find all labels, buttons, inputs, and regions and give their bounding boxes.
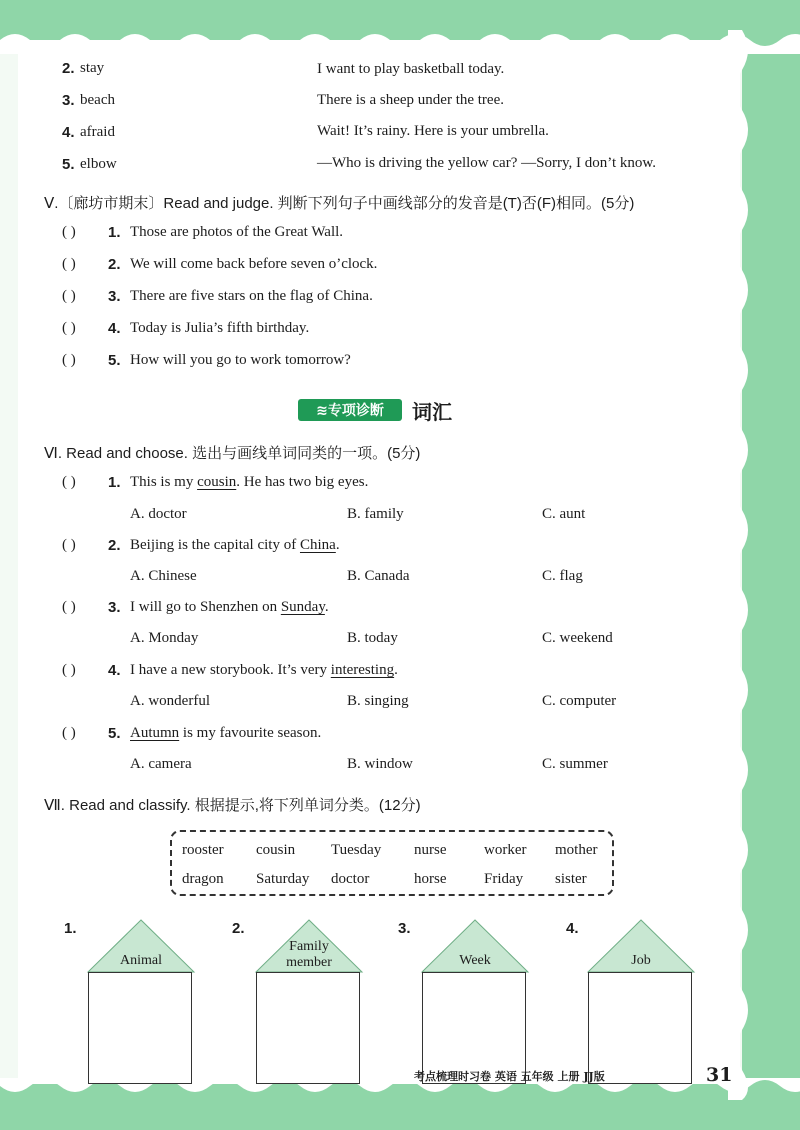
word-bank-word: Friday [484, 871, 524, 887]
match-sentence: I want to play basketball today. [317, 61, 505, 77]
answer-bracket[interactable]: ( ) [62, 288, 76, 304]
question-text: How will you go to work tomorrow? [130, 352, 351, 368]
category-label: Job [631, 953, 651, 968]
word-bank-word: cousin [256, 842, 296, 858]
category-number: 2. [232, 920, 245, 937]
question-number: 5. [108, 352, 121, 369]
word-bank-word: rooster [182, 842, 224, 858]
option-c: C. flag [542, 568, 583, 584]
option-b: B. window [347, 756, 413, 772]
target-word: Autumn [130, 725, 180, 741]
answer-bracket[interactable]: ( ) [62, 599, 76, 615]
match-sentence: —Who is driving the yellow car? —Sorry, I don’t know. [317, 155, 656, 171]
target-word: interesting [330, 662, 395, 678]
question-text: Beijing is the capital city of China. [130, 537, 340, 553]
option-a: A. Chinese [130, 568, 197, 584]
word-bank-word: nurse [414, 842, 447, 858]
option-c: C. aunt [542, 506, 586, 522]
word-bank-word: doctor [331, 871, 370, 887]
answer-bracket[interactable]: ( ) [62, 474, 76, 490]
answer-bracket[interactable]: ( ) [62, 352, 76, 368]
section-6-heading: Ⅵ. Read and choose. 选出与画线单词同类的一项。(5分) [44, 445, 421, 462]
question-text: We will come back before seven o’clock. [130, 256, 378, 272]
word-bank-word: dragon [182, 871, 224, 887]
answer-bracket[interactable]: ( ) [62, 320, 76, 336]
target-word: Sunday [280, 599, 325, 615]
word-bank-word: mother [555, 842, 598, 858]
target-word: China [299, 537, 336, 553]
question-number: 1. [108, 474, 121, 491]
option-c: C. weekend [542, 630, 613, 646]
question-text: I have a new storybook. It’s very interesting. [130, 662, 398, 678]
question-number: 1. [108, 224, 121, 241]
word-bank [170, 830, 614, 896]
question-number: 2. [108, 537, 121, 554]
category-number: 1. [64, 920, 77, 937]
answer-box[interactable] [88, 972, 192, 1084]
section-5-heading: Ⅴ.〔廊坊市期末〕Read and judge. 判断下列句子中画线部分的发音是(T)否(F)相同。(5分) [44, 195, 635, 212]
match-number: 5. [62, 156, 75, 173]
option-b: B. singing [347, 693, 409, 709]
option-a: A. doctor [130, 506, 187, 522]
word-bank-word: Saturday [256, 871, 310, 887]
option-a: A. wonderful [130, 693, 210, 709]
option-c: C. computer [542, 693, 617, 709]
target-word: cousin [197, 474, 237, 490]
question-number: 5. [108, 725, 121, 742]
option-b: B. Canada [347, 568, 410, 584]
answer-bracket[interactable]: ( ) [62, 725, 76, 741]
question-number: 2. [108, 256, 121, 273]
match-sentence: Wait! It’s rainy. Here is your umbrella. [317, 123, 549, 139]
question-number: 4. [108, 320, 121, 337]
question-text: I will go to Shenzhen on Sunday. [130, 599, 329, 615]
match-number: 3. [62, 92, 75, 109]
category-label: Animal [120, 953, 162, 968]
question-text: This is my cousin. He has two big eyes. [130, 474, 369, 490]
word-bank-word: sister [555, 871, 587, 887]
category-number: 4. [566, 920, 579, 937]
answer-bracket[interactable]: ( ) [62, 662, 76, 678]
option-c: C. summer [542, 756, 608, 772]
option-b: B. family [347, 506, 404, 522]
word-bank-word: worker [484, 842, 527, 858]
question-number: 4. [108, 662, 121, 679]
category-label: Week [459, 953, 491, 968]
match-number: 4. [62, 124, 75, 141]
match-word: afraid [80, 124, 115, 140]
match-number: 2. [62, 60, 75, 77]
footer-text: 考点梳理时习卷 英语 五年级 上册 JJ版 [414, 1070, 605, 1083]
option-b: B. today [347, 630, 398, 646]
word-bank-word: horse [414, 871, 447, 887]
banner-title: 词汇 [412, 400, 452, 424]
page-number: 31 [706, 1064, 733, 1086]
answer-box[interactable] [256, 972, 360, 1084]
question-text: Autumn is my favourite season. [130, 725, 322, 741]
question-text: Those are photos of the Great Wall. [130, 224, 344, 240]
question-text: Today is Julia’s fifth birthday. [130, 320, 310, 336]
answer-bracket[interactable]: ( ) [62, 224, 76, 240]
word-bank-word: Tuesday [331, 842, 382, 858]
answer-bracket[interactable]: ( ) [62, 256, 76, 272]
question-text: There are five stars on the flag of China. [130, 288, 373, 304]
match-word: stay [80, 60, 105, 76]
question-number: 3. [108, 599, 121, 616]
match-sentence: There is a sheep under the tree. [317, 92, 504, 108]
category-label: Family member [286, 939, 332, 970]
section-7-heading: Ⅶ. Read and classify. 根据提示,将下列单词分类。(12分) [44, 797, 421, 814]
match-word: elbow [80, 156, 117, 172]
category-number: 3. [398, 920, 411, 937]
option-a: A. Monday [130, 630, 199, 646]
question-number: 3. [108, 288, 121, 305]
answer-bracket[interactable]: ( ) [62, 537, 76, 553]
option-a: A. camera [130, 756, 192, 772]
match-word: beach [80, 92, 115, 108]
section-banner: ≋专项诊断 [298, 399, 402, 421]
